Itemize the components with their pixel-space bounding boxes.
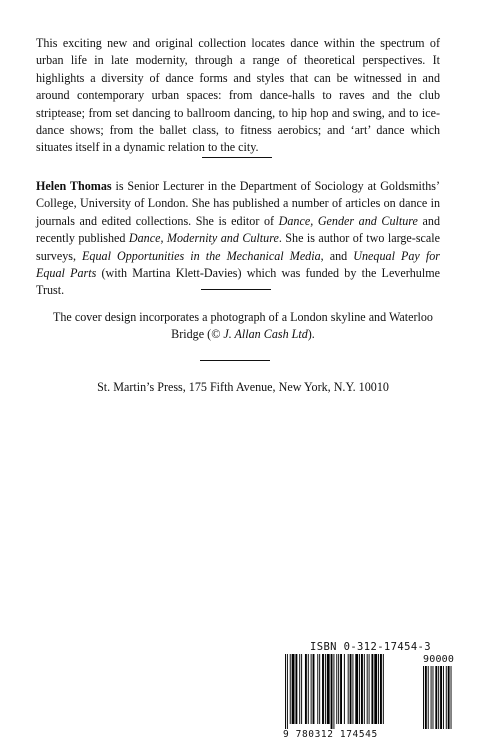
author-name: Helen Thomas — [36, 179, 112, 193]
barcode-bars — [283, 654, 458, 729]
barcode-addon-bar — [443, 666, 444, 729]
bio-text: , and — [320, 248, 354, 263]
divider-rule — [202, 157, 272, 158]
barcode-bar — [285, 654, 286, 729]
barcode-bar — [374, 654, 377, 724]
barcode-bar — [338, 654, 339, 724]
barcode-addon-bar — [423, 666, 424, 729]
author-bio — [36, 178, 440, 300]
barcode-bar — [369, 654, 370, 724]
book-title: Dance, Modernity and Culture — [128, 231, 279, 246]
barcode-bar — [359, 654, 360, 724]
barcode-bar — [355, 654, 358, 724]
ean-number: 9 780312 174545 — [283, 729, 378, 740]
barcode-addon-bar — [433, 666, 434, 729]
barcode-bar — [333, 654, 334, 729]
bio-text: and recently published — [36, 213, 440, 246]
barcode-bar — [327, 654, 330, 724]
barcode-bar — [352, 654, 353, 724]
barcode-bar — [311, 654, 312, 724]
book-blurb: This exciting new and original collection locates dance within the spectrum of urban life in late modernity, through a range of theoretical perspectives. It highlights a diversity of dance forms and styles that can be witnessed in and around contemporary urban spaces: from dance-halls to raves and the club striptease; from set dancing to ballroom dancing, to hip hop and swing, and to ice-dance shows; from the ballet class, to fitness aerobics; and ‘art’ dance which situates itself in a dynamic relation to the city. — [36, 36, 440, 155]
bio-text: . She is author of two large-scale surveys, — [36, 231, 440, 263]
barcode-bar — [378, 654, 379, 724]
barcode-bar — [383, 654, 384, 724]
barcode-addon-bar — [431, 666, 432, 729]
isbn-label: ISBN 0-312-17454-3 — [310, 641, 431, 653]
divider-rule — [201, 289, 271, 290]
barcode-bar — [319, 654, 320, 724]
cover-credit-note — [36, 309, 450, 343]
barcode-bar — [287, 654, 288, 729]
barcode-bar — [367, 654, 368, 724]
barcode-bar — [344, 654, 345, 724]
barcode-addon-bar — [435, 666, 437, 729]
isbn-barcode — [283, 641, 458, 741]
barcode-addon-bar — [448, 666, 450, 729]
survey-title: Equal Opportunities in the Mechanical Media — [82, 248, 321, 263]
barcode-addon-bar — [428, 666, 429, 729]
photo-credit: © J. Allan Cash Ltd — [211, 327, 308, 342]
barcode-bar — [350, 654, 352, 724]
barcode-bar — [331, 654, 333, 729]
barcode-addon-bar — [446, 666, 447, 729]
barcode-bar — [380, 654, 382, 724]
barcode-addon-bar — [451, 666, 452, 729]
barcode-bar — [322, 654, 324, 724]
barcode-bar — [348, 654, 349, 724]
barcode-bar — [317, 654, 318, 724]
cover-note-text: ). — [307, 327, 315, 342]
barcode-bar — [305, 654, 307, 724]
cover-note-text: The cover design incorporates a photograph of a London skyline and Waterloo Bridge ( — [53, 310, 433, 342]
barcode-addon-bar — [425, 666, 427, 729]
barcode-bar — [340, 654, 342, 724]
barcode-bar — [292, 654, 295, 724]
barcode-bar — [295, 654, 297, 724]
bio-text: (with Martina Klett-Davies) which was funded by the Leverhulme Trust. — [36, 266, 440, 298]
publisher-address: St. Martin’s Press, 175 Fifth Avenue, New York, N.Y. 10010 — [97, 380, 389, 394]
barcode-bar — [361, 654, 363, 724]
barcode-bar — [308, 654, 309, 724]
barcode-bar — [301, 654, 302, 724]
book-title: Dance, Gender and Culture — [278, 213, 418, 228]
bio-text: is Senior Lecturer in the Department of Sociology at Goldsmiths’ College, University of London. She has published a number of articles on dance in journals and edited collections. She is editor of — [36, 179, 441, 228]
survey-title: Unequal Pay for Equal Parts — [36, 248, 440, 281]
barcode-bar — [325, 654, 326, 724]
barcode-bar — [371, 654, 373, 724]
barcode-addon-bar — [440, 666, 442, 729]
barcode-bar — [313, 654, 315, 724]
barcode-bar — [290, 654, 291, 724]
price-code: 90000 — [423, 654, 455, 665]
barcode-addon-bar — [438, 666, 439, 729]
barcode-bar — [364, 654, 365, 724]
barcode-bar — [336, 654, 337, 724]
divider-rule — [200, 360, 270, 361]
barcode-bar — [299, 654, 300, 724]
